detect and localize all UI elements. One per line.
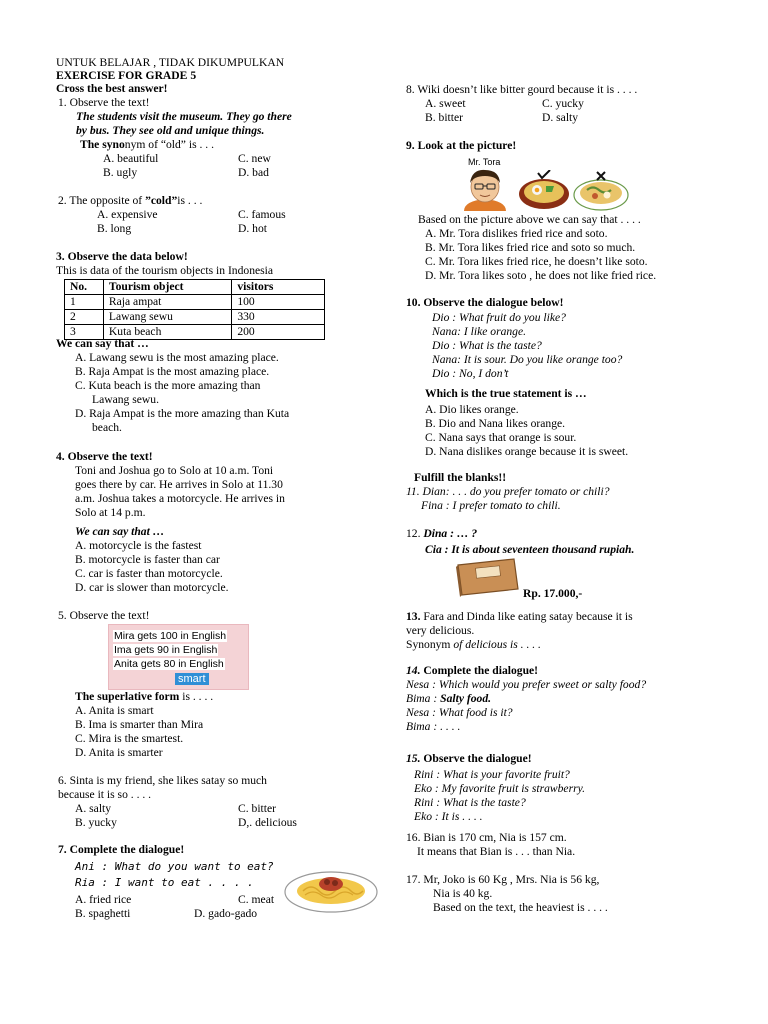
q4-option-b[interactable]: B. motorcycle is faster than car xyxy=(75,553,220,566)
q11-line-2: Fina : I prefer tomato to chili. xyxy=(421,499,561,512)
q8-option-a[interactable]: A. sweet xyxy=(425,97,466,110)
q3-option-c-cont: Lawang sewu. xyxy=(92,393,159,406)
scores-box xyxy=(108,624,249,690)
q10-option-a[interactable]: A. Dio likes orange. xyxy=(425,403,519,416)
q1-title: 1. Observe the text! xyxy=(58,96,150,109)
q8-option-d[interactable]: D. salty xyxy=(542,111,579,124)
q17-line-2: Nia is 40 kg. xyxy=(433,887,493,900)
q4-text-line: Solo at 14 p.m. xyxy=(75,506,146,519)
q5-stem: The superlative form is . . . . xyxy=(75,690,214,703)
smart-tag: smart xyxy=(175,673,209,685)
q5-title: 5. Observe the text! xyxy=(58,609,150,622)
q15-dialogue-line: Eko : My favorite fruit is strawberry. xyxy=(414,782,585,795)
q2-option-c[interactable]: C. famous xyxy=(238,208,286,221)
scores-line: Ima gets 90 in English xyxy=(114,644,218,656)
q10-option-b[interactable]: B. Dio and Nana likes orange. xyxy=(425,417,566,430)
q15-dialogue-line: Eko : It is . . . . xyxy=(414,810,483,823)
table-cell: 200 xyxy=(232,325,325,340)
q10-option-c[interactable]: C. Nana says that orange is sour. xyxy=(425,431,577,444)
header-instruction: Cross the best answer! xyxy=(56,82,168,95)
fill-blanks-title: Fulfill the blanks!! xyxy=(414,471,507,484)
q8-option-b[interactable]: B. bitter xyxy=(425,111,463,124)
table-cell: 100 xyxy=(232,295,325,310)
q12-line-2: Cia : It is about seventeen thousand rupiah. xyxy=(425,543,635,556)
q9-option-a[interactable]: A. Mr. Tora dislikes fried rice and soto. xyxy=(425,227,608,240)
table-cell: Kuta beach xyxy=(103,325,231,340)
table-header-cell: Tourism object xyxy=(103,280,231,295)
q13-line-3: Synonym of delicious is . . . . xyxy=(406,638,541,651)
q4-option-d[interactable]: D. car is slower than motorcycle. xyxy=(75,581,229,594)
q2-option-b[interactable]: B. long xyxy=(97,222,132,235)
q3-option-d[interactable]: D. Raja Ampat is the more amazing than Kuta xyxy=(75,407,290,420)
q6-stem-line-1: 6. Sinta is my friend, she likes satay so much xyxy=(58,774,267,787)
fried-rice-bowl-icon xyxy=(518,170,570,212)
q16-line-1: 16. Bian is 170 cm, Nia is 157 cm. xyxy=(406,831,567,844)
q10-option-d[interactable]: D. Nana dislikes orange because it is sweet. xyxy=(425,445,629,458)
q4-prompt: We can say that … xyxy=(75,525,165,538)
q3-option-a[interactable]: A. Lawang sewu is the most amazing place. xyxy=(75,351,279,364)
q5-option-c[interactable]: C. Mira is the smartest. xyxy=(75,732,184,745)
q5-option-d[interactable]: D. Anita is smarter xyxy=(75,746,163,759)
q7-title: 7. Complete the dialogue! xyxy=(58,843,185,856)
q4-text-line: Toni and Joshua go to Solo at 10 a.m. Toni xyxy=(75,464,274,477)
q10-dialogue-line: Dio : No, I don’t xyxy=(432,367,509,380)
q1-option-c[interactable]: C. new xyxy=(238,152,271,165)
q1-option-a[interactable]: A. beautiful xyxy=(103,152,159,165)
q14-dialogue-line: Nesa : Which would you prefer sweet or salty food? xyxy=(406,678,647,691)
q3-prompt: We can say that … xyxy=(56,337,149,350)
q5-option-a[interactable]: A. Anita is smart xyxy=(75,704,154,717)
header-line-1: UNTUK BELAJAR , TIDAK DIKUMPULKAN xyxy=(56,56,285,69)
q14-dialogue-line: Bima : . . . . xyxy=(406,720,461,733)
q7-dialogue-line: Ani : What do you want to eat? xyxy=(75,860,274,873)
q9-option-b[interactable]: B. Mr. Tora likes fried rice and soto so much. xyxy=(425,241,636,254)
q10-dialogue-line: Dio : What fruit do you like? xyxy=(432,311,566,324)
q13-line-2: very delicious. xyxy=(406,624,475,637)
q6-stem-line-2: because it is so . . . . xyxy=(58,788,152,801)
scores-line: Mira gets 100 in English xyxy=(114,630,227,642)
q8-option-c[interactable]: C. yucky xyxy=(542,97,584,110)
table-row xyxy=(65,310,325,325)
q7-dialogue-line: Ria : I want to eat . . . . xyxy=(75,876,254,889)
tourism-data-table xyxy=(64,279,325,340)
q10-title: 10. Observe the dialogue below! xyxy=(406,296,564,309)
q9-option-c[interactable]: C. Mr. Tora likes fried rice, he doesn’t like soto. xyxy=(425,255,648,268)
q1-text-line-2: by bus. They see old and unique things. xyxy=(76,124,265,137)
header-exercise-title: EXERCISE FOR GRADE 5 xyxy=(56,69,197,82)
q13-line-1: 13. Fara and Dinda like eating satay because it is xyxy=(406,610,633,623)
mr-tora-face-icon xyxy=(454,167,516,211)
q9-intro: Based on the picture above we can say that . . . . xyxy=(418,213,641,226)
q10-dialogue-line: Nana: I like orange. xyxy=(432,325,527,338)
book-icon xyxy=(454,557,520,597)
q2-stem: 2. The opposite of ”cold”is . . . xyxy=(58,194,203,207)
q10-prompt: Which is the true statement is … xyxy=(425,387,587,400)
q4-text-line: a.m. Joshua takes a motorcycle. He arrives in xyxy=(75,492,285,505)
q16-line-2: It means that Bian is . . . than Nia. xyxy=(417,845,576,858)
table-cell: Raja ampat xyxy=(103,295,231,310)
table-row xyxy=(65,295,325,310)
q1-text-line-1: The students visit the museum. They go there xyxy=(76,110,292,123)
spaghetti-plate-icon xyxy=(283,860,379,916)
q6-option-b[interactable]: B. yucky xyxy=(75,816,117,829)
soto-bowl-icon xyxy=(573,170,629,212)
q15-dialogue-line: Rini : What is the taste? xyxy=(414,796,526,809)
q4-title: 4. Observe the text! xyxy=(56,450,153,463)
table-cell: 330 xyxy=(232,310,325,325)
table-header-cell: visitors xyxy=(232,280,325,295)
q4-option-a[interactable]: A. motorcycle is the fastest xyxy=(75,539,202,552)
q1-stem: The synonym of “old” is . . . xyxy=(80,138,214,151)
q9-option-d[interactable]: D. Mr. Tora likes soto , he does not like fried rice. xyxy=(425,269,657,282)
q3-intro: This is data of the tourism objects in Indonesia xyxy=(56,264,274,277)
q10-dialogue-line: Nana: It is sour. Do you like orange too? xyxy=(432,353,623,366)
scores-line: Anita gets 80 in English xyxy=(114,658,224,670)
q2-option-d[interactable]: D. hot xyxy=(238,222,267,235)
price-label: Rp. 17.000,- xyxy=(523,587,583,600)
q3-title: 3. Observe the data below! xyxy=(56,250,188,263)
q2-option-a[interactable]: A. expensive xyxy=(97,208,158,221)
mr-tora-caption: Mr. Tora xyxy=(468,157,501,167)
table-header-row xyxy=(65,280,325,295)
q6-option-c[interactable]: C. bitter xyxy=(238,802,276,815)
q15-title: 15. Observe the dialogue! xyxy=(406,752,532,765)
q1-option-d[interactable]: D. bad xyxy=(238,166,269,179)
q8-stem: 8. Wiki doesn’t like bitter gourd because it is . . . . xyxy=(406,83,638,96)
q14-dialogue-line: Nesa : What food is it? xyxy=(406,706,513,719)
q10-dialogue-line: Dio : What is the taste? xyxy=(432,339,542,352)
q5-option-b[interactable]: B. Ima is smarter than Mira xyxy=(75,718,204,731)
table-cell: 3 xyxy=(65,325,104,340)
q11-line-1: 11. Dian: . . . do you prefer tomato or chili? xyxy=(406,485,610,498)
q7-option-b[interactable]: B. spaghetti xyxy=(75,907,131,920)
q3-option-c[interactable]: C. Kuta beach is the more amazing than xyxy=(75,379,261,392)
q9-title: 9. Look at the picture! xyxy=(406,139,517,152)
q17-line-1: 17. Mr, Joko is 60 Kg , Mrs. Nia is 56 kg, xyxy=(406,873,600,886)
q7-option-a[interactable]: A. fried rice xyxy=(75,893,132,906)
q7-option-d[interactable]: D. gado-gado xyxy=(194,907,258,920)
q17-line-3: Based on the text, the heaviest is . . . . xyxy=(433,901,608,914)
table-cell: Lawang sewu xyxy=(103,310,231,325)
q3-option-d-cont: beach. xyxy=(92,421,122,434)
q3-option-b[interactable]: B. Raja Ampat is the most amazing place. xyxy=(75,365,270,378)
q12-line-1: 12. Dina : … ? xyxy=(406,527,478,540)
q7-option-c[interactable]: C. meat xyxy=(238,893,275,906)
table-cell: 2 xyxy=(65,310,104,325)
table-header-cell: No. xyxy=(65,280,104,295)
q4-option-c[interactable]: C. car is faster than motorcycle. xyxy=(75,567,223,580)
q14-title: 14. Complete the dialogue! xyxy=(406,664,539,677)
q1-option-b[interactable]: B. ugly xyxy=(103,166,138,179)
q4-text-line: goes there by car. He arrives in Solo at 11.30 xyxy=(75,478,283,491)
q15-dialogue-line: Rini : What is your favorite fruit? xyxy=(414,768,570,781)
q6-option-a[interactable]: A. salty xyxy=(75,802,112,815)
q6-option-d[interactable]: D,. delicious xyxy=(238,816,297,829)
q14-dialogue-line: Bima : Salty food. xyxy=(406,692,492,705)
table-cell: 1 xyxy=(65,295,104,310)
